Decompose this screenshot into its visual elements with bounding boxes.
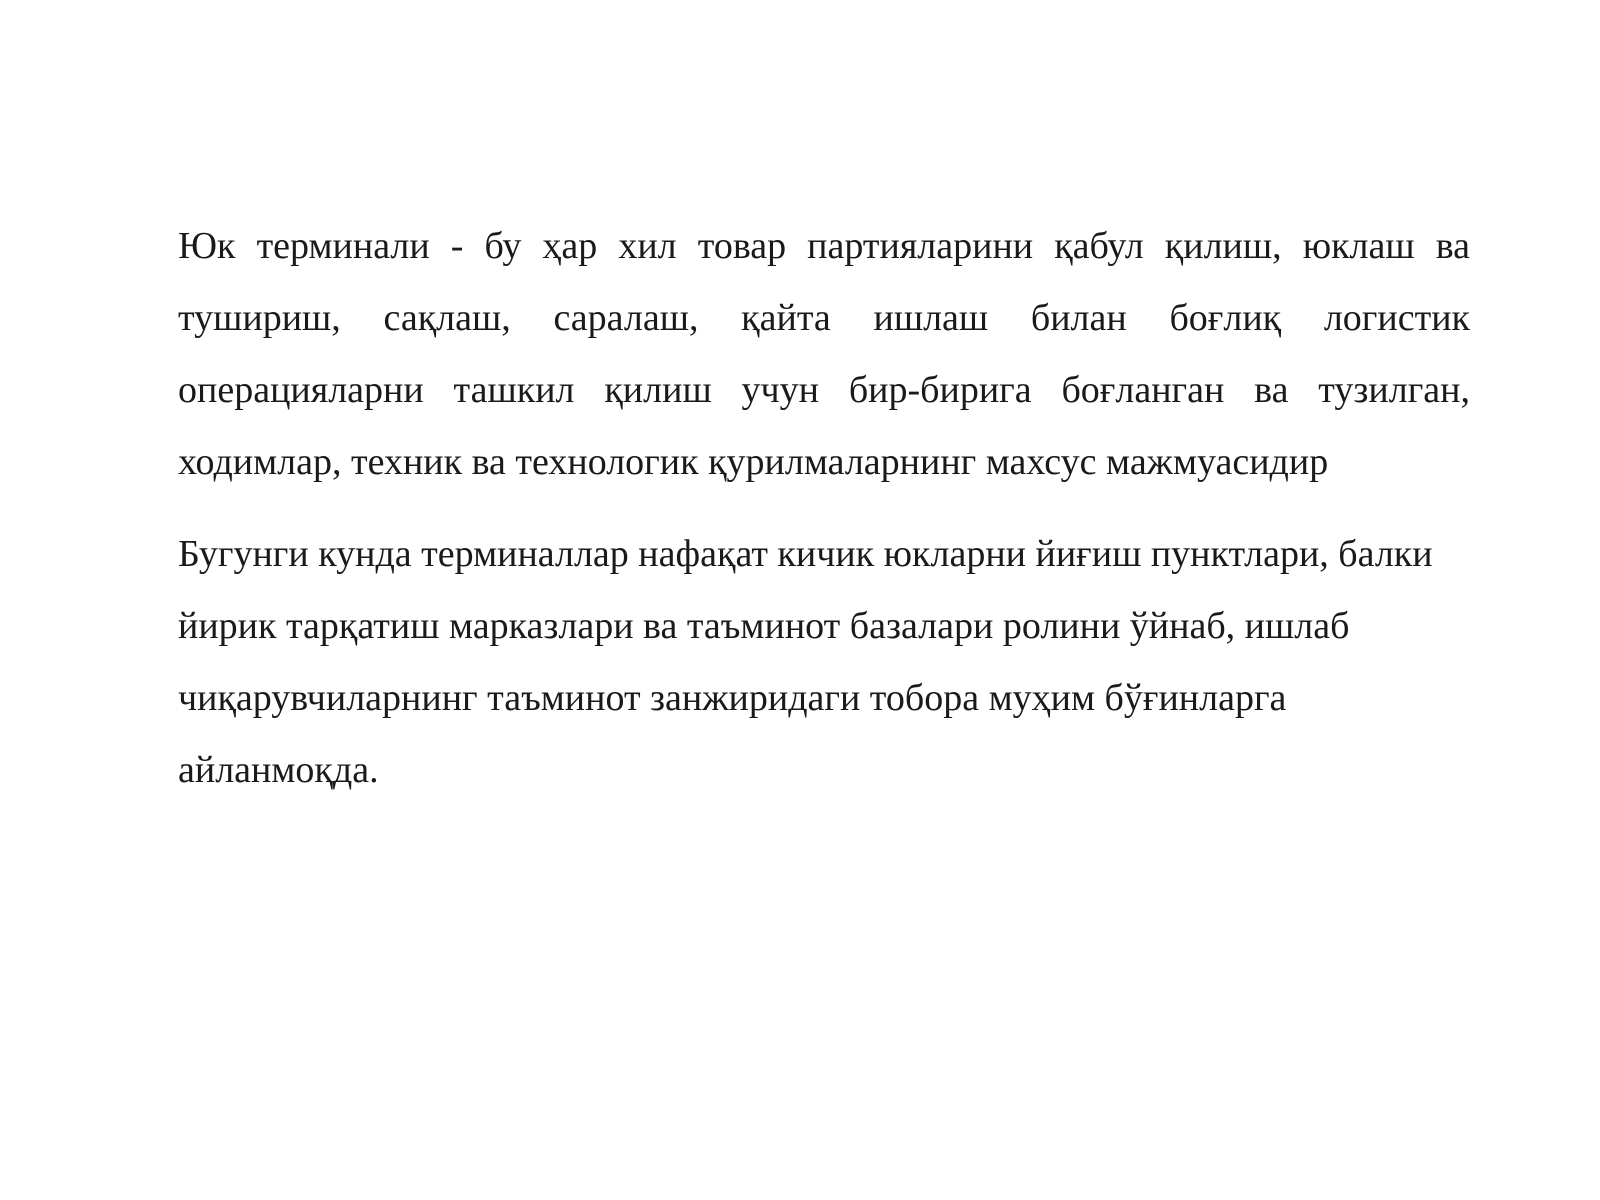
paragraph-definition: Юк терминали - бу ҳар хил товар партияларини қабул қилиш, юклаш ва тушириш, сақлаш, саралаш, қайта ишлаш билан боғлиқ логистик операцияларни ташкил қилиш учун бир-бирига боғланган ва тузилган, ходимлар, техник ва технологик қурилмаларнинг махсус мажмуасидир: [178, 225, 1470, 483]
text-body: [178, 210, 1470, 806]
paragraph-modern-role: Бугунги кунда терминаллар нафақат кичик юкларни йиғиш пунктлари, балки йирик тарқатиш марказлари ва таъминот базалари ролини ўйнаб, ишлаб чиқарувчиларнинг таъминот занжиридаги тобора муҳим бўғинларга айланмоқда.: [178, 533, 1433, 791]
